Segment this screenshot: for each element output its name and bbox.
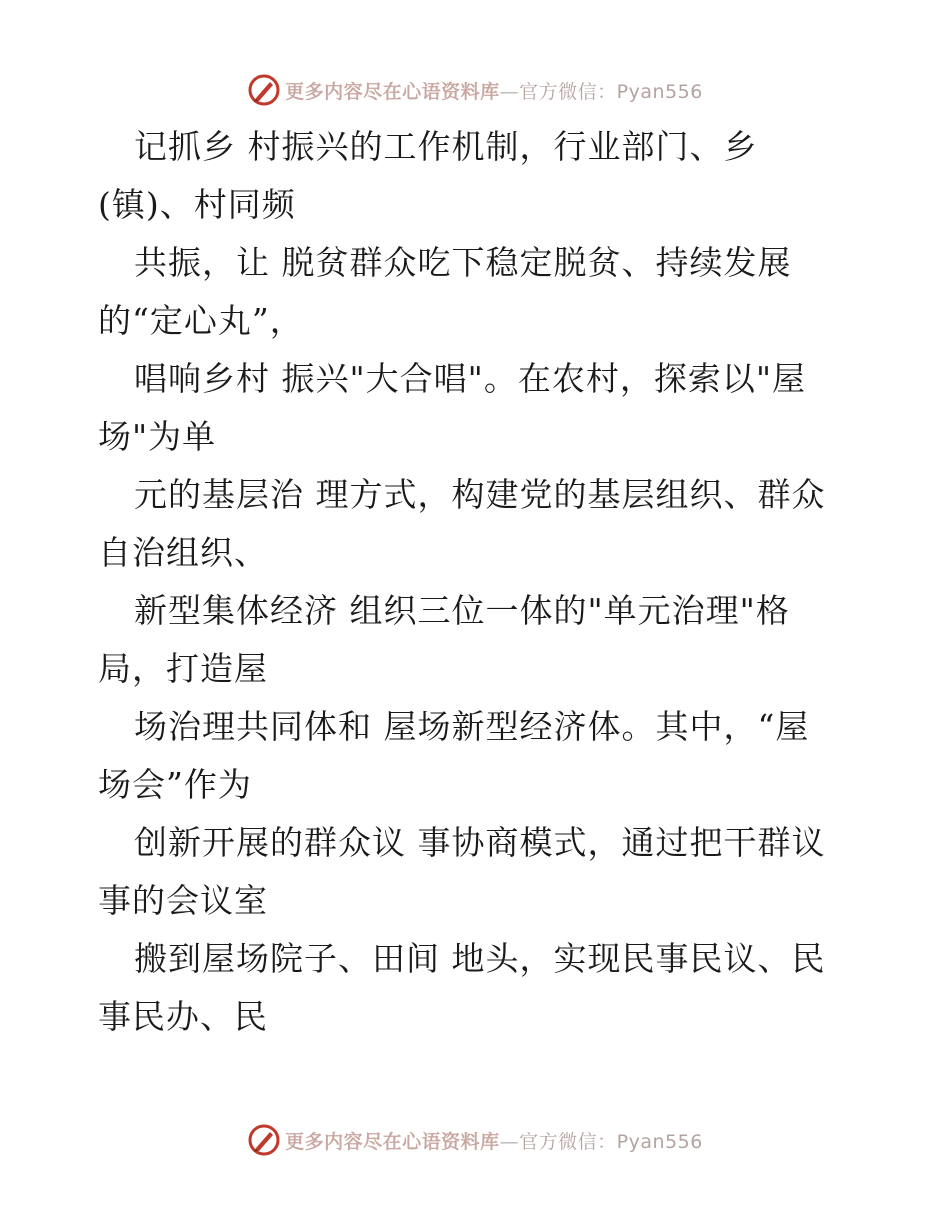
text-line: 场治理共同体和 屋场新型经济体。其中，“屋 [134,707,810,746]
footer-contact-text: 官方微信：Pyan556 [519,1130,703,1153]
text-line: 搬到屋场院子、田间 地头，实现民事民议、民 [134,939,826,978]
text-line: 元的基层治 理方式，构建党的基层组织、群众 [134,475,826,514]
text-line: 事民办、民 [98,997,268,1036]
text-line: (镇)、村同频 [98,185,296,224]
text-line: 场"为单 [98,417,217,456]
text-line: 场会”作为 [98,765,252,804]
text-line: 事的会议室 [98,881,268,920]
page-footer-banner [0,1120,950,1160]
text-line: 记抓乡 村振兴的工作机制，行业部门、乡 [134,127,758,166]
text-line: 自治组织、 [98,533,268,572]
pen-logo-icon [247,1123,281,1157]
text-line: 局，打造屋 [98,649,268,688]
footer-banner [247,1123,703,1157]
text-line: 创新开展的群众议 事协商模式，通过把干群议 [134,823,826,862]
footer-banner-text [285,1127,703,1154]
footer-site-text: 更多内容尽在心语资料库 [285,1130,500,1153]
header-banner-text [285,77,703,104]
footer-dash: — [499,1130,520,1153]
text-line: 新型集体经济 组织三位一体的"单元治理"格 [134,591,790,630]
text-line: 共振，让 脱贫群众吃下稳定脱贫、持续发展 [134,243,792,282]
text-line: 唱响乡村 振兴"大合唱"。在农村，探索以"屋 [134,359,807,398]
header-site-text: 更多内容尽在心语资料库 [285,80,500,103]
header-dash: — [499,80,520,103]
page-header-banner [0,70,950,110]
text-line: 的“定心丸”， [98,301,304,340]
header-contact-text: 官方微信：Pyan556 [519,80,703,103]
document-body [98,118,858,1046]
pen-logo-icon [247,73,281,107]
header-banner [247,73,703,107]
